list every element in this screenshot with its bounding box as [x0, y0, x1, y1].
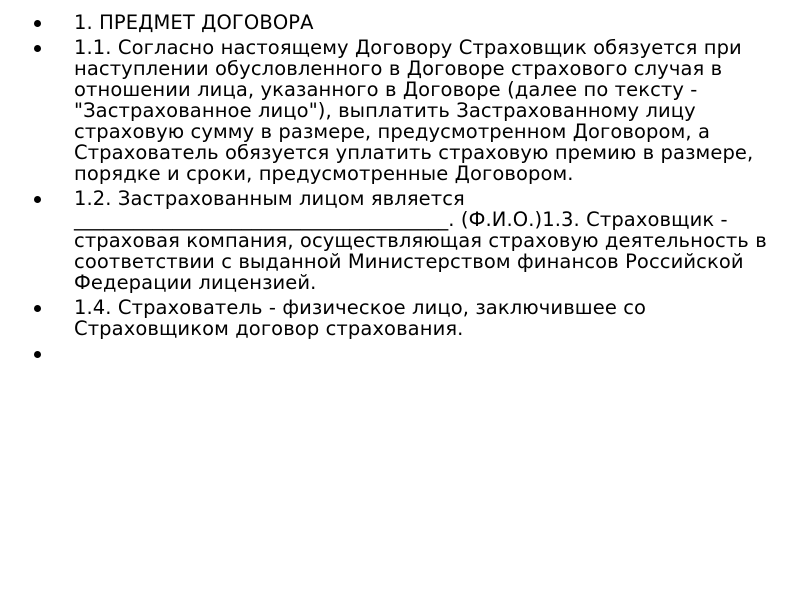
bullet-dot-icon [34, 196, 41, 203]
bullet-dot-icon [34, 305, 41, 312]
list-item-section-title [32, 12, 772, 33]
clause-1-1-text: 1.1. Согласно настоящему Договору Страховщик обязуется при наступлении обусловленного в Договоре страхового случая в отношении лица, указанного в Договоре (далее по тексту - "Застрахованное лицо"), выплатить Застрахованному лицу страховую сумму в размере, предусмотренном Договором, а Страхователь обязуется уплатить страховую премию в размере, порядке и сроки, предусмотренные Договором. [74, 36, 760, 185]
bullet-dot-icon [34, 45, 41, 52]
bullet-dot-icon [34, 20, 41, 27]
bullet-list [32, 12, 772, 343]
clause-1-4-text: 1.4. Страхователь - физическое лицо, заключившее со Страховщиком договор страхования. [74, 296, 653, 340]
list-item-clause-1-2 [32, 188, 772, 293]
section-title: 1. ПРЕДМЕТ ДОГОВОРА [74, 11, 314, 34]
clause-1-2-text: 1.2. Застрахованным лицом является ______________________________________. (Ф.И.О.)1.3. Страховщик - страховая компания, осуществляющая страховую деятельность в соответствии с выданной Министерством финансов Российской Федерации лицензией. [74, 187, 774, 294]
list-item-clause-1-1 [32, 37, 772, 184]
list-item-clause-1-4 [32, 297, 772, 339]
bullet-dot-icon [34, 351, 41, 358]
